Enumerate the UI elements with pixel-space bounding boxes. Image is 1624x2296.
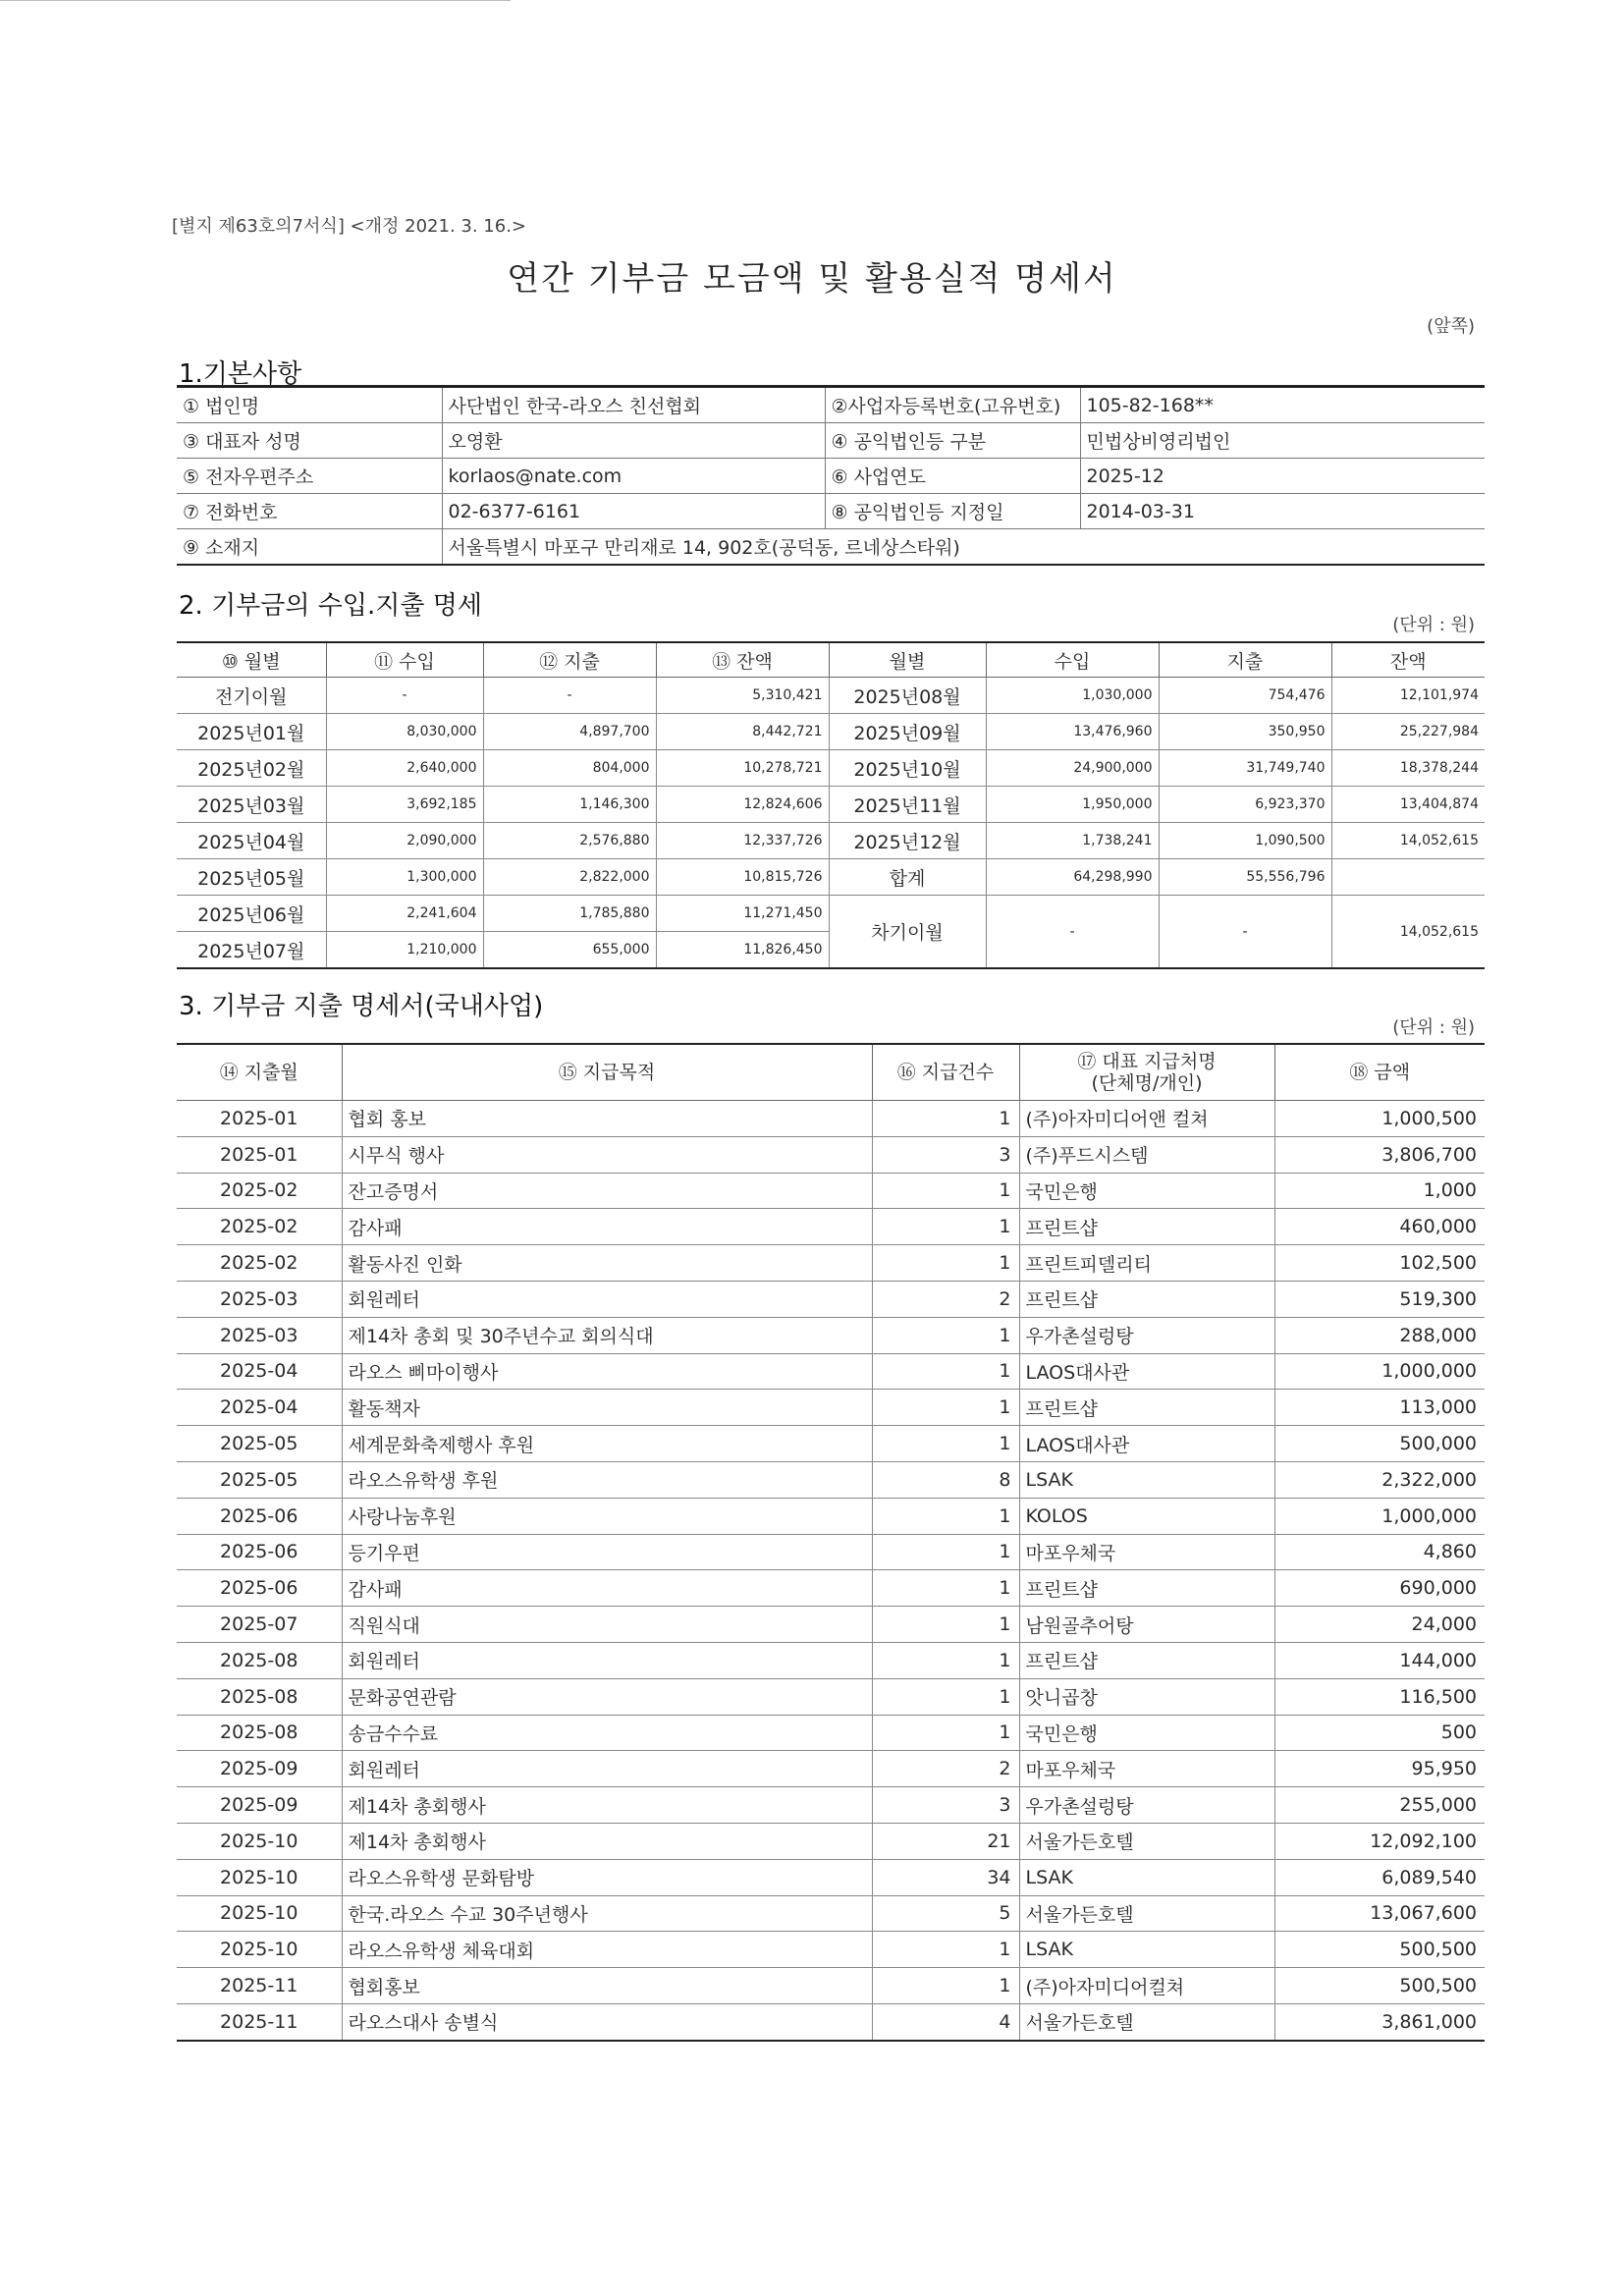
income-cell: 2,090,000 (326, 823, 483, 859)
expense-amount: 255,000 (1274, 1787, 1485, 1824)
month-cell: 2025년09월 (829, 714, 986, 750)
col-header-month: ⑭ 지출월 (177, 1044, 342, 1101)
table-row (177, 1859, 1485, 1895)
expense-count: 3 (872, 1136, 1019, 1173)
expense-cell: 804,000 (483, 750, 656, 787)
expense-payee: LSAK (1019, 1461, 1274, 1498)
expense-amount: 24,000 (1274, 1607, 1485, 1643)
section2-heading: 2. 기부금의 수입.지출 명세 (179, 591, 483, 621)
balance-cell: 11,271,450 (656, 896, 829, 932)
field-value: 105-82-168** (1080, 387, 1485, 423)
section3-unit: (단위 : 원) (1392, 1017, 1475, 1038)
expense-payee: LSAK (1019, 1932, 1274, 1968)
expense-payee: (주)아자미디어컬쳐 (1019, 1968, 1274, 2004)
income-cell: 1,950,000 (986, 787, 1159, 823)
expense-month: 2025-04 (177, 1353, 342, 1390)
month-cell: 2025년06월 (177, 896, 326, 932)
month-cell: 2025년11월 (829, 787, 986, 823)
expense-purpose: 협회홍보 (342, 1968, 872, 2004)
expense-purpose: 회원레터 (342, 1751, 872, 1787)
carry-income: - (986, 896, 1159, 969)
table-row (177, 1209, 1485, 1245)
expense-amount: 1,000,500 (1274, 1101, 1485, 1137)
month-cell: 2025년01월 (177, 714, 326, 750)
expense-count: 3 (872, 1787, 1019, 1824)
expense-month: 2025-06 (177, 1570, 342, 1607)
income-cell: 2,640,000 (326, 750, 483, 787)
expense-month: 2025-10 (177, 1895, 342, 1932)
expense-count: 1 (872, 1426, 1019, 1462)
month-cell: 2025년04월 (177, 823, 326, 859)
table-row (177, 1678, 1485, 1715)
expense-amount: 690,000 (1274, 1570, 1485, 1607)
basic-info-row (177, 459, 1485, 494)
table-row (177, 1245, 1485, 1282)
balance-cell: 11,826,450 (656, 932, 829, 969)
expense-payee: 우가촌설렁탕 (1019, 1787, 1274, 1824)
field-value: 2014-03-31 (1080, 494, 1485, 529)
expense-amount: 4,860 (1274, 1534, 1485, 1570)
income-cell: 64,298,990 (986, 859, 1159, 896)
expense-count: 1 (872, 1932, 1019, 1968)
expense-payee: 프린트피델리티 (1019, 1245, 1274, 1282)
income-cell: 1,030,000 (986, 678, 1159, 714)
table-row (177, 1607, 1485, 1643)
expense-payee: 서울가든호텔 (1019, 1895, 1274, 1932)
expense-payee: LSAK (1019, 1859, 1274, 1895)
col-header: 지출 (1159, 642, 1331, 678)
field-value: korlaos@nate.com (442, 459, 825, 494)
expense-count: 34 (872, 1859, 1019, 1895)
field-label: ⑧ 공익법인등 지정일 (825, 494, 1080, 529)
expense-amount: 116,500 (1274, 1678, 1485, 1715)
expense-amount: 95,950 (1274, 1751, 1485, 1787)
col-header: ⑩ 월별 (177, 642, 326, 678)
col-header: 월별 (829, 642, 986, 678)
expense-payee: 서울가든호텔 (1019, 1823, 1274, 1859)
expense-month: 2025-07 (177, 1607, 342, 1643)
expense-month: 2025-10 (177, 1859, 342, 1895)
expense-month: 2025-02 (177, 1209, 342, 1245)
expense-cell: 1,090,500 (1159, 823, 1331, 859)
balance-cell: 12,824,606 (656, 787, 829, 823)
expense-cell: 1,785,880 (483, 896, 656, 932)
month-cell: 전기이월 (177, 678, 326, 714)
expense-amount: 2,322,000 (1274, 1461, 1485, 1498)
expense-month: 2025-04 (177, 1390, 342, 1426)
table-row (177, 896, 1485, 932)
expense-payee: 프린트샵 (1019, 1281, 1274, 1317)
expense-purpose: 라오스유학생 후원 (342, 1461, 872, 1498)
section2-unit: (단위 : 원) (1392, 615, 1475, 635)
table-row (177, 1751, 1485, 1787)
carry-balance: 14,052,615 (1331, 896, 1485, 969)
expense-amount: 13,067,600 (1274, 1895, 1485, 1932)
expense-purpose: 잔고증명서 (342, 1173, 872, 1209)
field-value: 02-6377-6161 (442, 494, 825, 529)
expense-count: 1 (872, 1498, 1019, 1534)
expense-payee: 서울가든호텔 (1019, 2003, 1274, 2040)
expense-payee: (주)아자미디어앤 컬쳐 (1019, 1101, 1274, 1137)
expense-month: 2025-09 (177, 1787, 342, 1824)
col-header: ⑫ 지출 (483, 642, 656, 678)
expense-purpose: 송금수수료 (342, 1715, 872, 1751)
expense-amount: 12,092,100 (1274, 1823, 1485, 1859)
table-row (177, 750, 1485, 787)
table-row (177, 1787, 1485, 1824)
expense-amount: 500,500 (1274, 1932, 1485, 1968)
expense-month: 2025-11 (177, 2003, 342, 2040)
expense-payee: KOLOS (1019, 1498, 1274, 1534)
section1-heading: 1.기본사항 (179, 359, 302, 389)
table-row (177, 1136, 1485, 1173)
income-cell: 24,900,000 (986, 750, 1159, 787)
balance-cell (1331, 859, 1485, 896)
col-header: 잔액 (1331, 642, 1485, 678)
expense-count: 1 (872, 1534, 1019, 1570)
balance-cell: 12,101,974 (1331, 678, 1485, 714)
expense-amount: 6,089,540 (1274, 1859, 1485, 1895)
balance-cell: 5,310,421 (656, 678, 829, 714)
table-row (177, 1534, 1485, 1570)
balance-cell: 8,442,721 (656, 714, 829, 750)
expense-payee: 남원골추어탕 (1019, 1607, 1274, 1643)
expense-cell: 55,556,796 (1159, 859, 1331, 896)
expense-amount: 3,861,000 (1274, 2003, 1485, 2040)
expense-payee: 마포우체국 (1019, 1751, 1274, 1787)
col-header-count: ⑯ 지급건수 (872, 1044, 1019, 1101)
expense-purpose: 회원레터 (342, 1642, 872, 1678)
table-row (177, 1570, 1485, 1607)
field-label: ⑦ 전화번호 (177, 494, 442, 529)
expense-cell: 4,897,700 (483, 714, 656, 750)
table-row (177, 1426, 1485, 1462)
col-header-payee-line2: (단체명/개인) (1091, 1072, 1203, 1094)
col-header: ⑪ 수입 (326, 642, 483, 678)
expense-month: 2025-06 (177, 1498, 342, 1534)
table-row (177, 1498, 1485, 1534)
expense-payee: 앗니곱창 (1019, 1678, 1274, 1715)
expense-purpose: 한국.라오스 수교 30주년행사 (342, 1895, 872, 1932)
table-row (177, 1461, 1485, 1498)
expense-count: 1 (872, 1317, 1019, 1353)
expense-count: 1 (872, 1390, 1019, 1426)
expense-month: 2025-03 (177, 1281, 342, 1317)
expense-count: 1 (872, 1642, 1019, 1678)
expense-cell: 350,950 (1159, 714, 1331, 750)
expense-purpose: 감사패 (342, 1570, 872, 1607)
expense-payee: LAOS대사관 (1019, 1426, 1274, 1462)
expense-purpose: 등기우편 (342, 1534, 872, 1570)
expense-payee: 마포우체국 (1019, 1534, 1274, 1570)
expense-amount: 102,500 (1274, 1245, 1485, 1282)
expense-cell: 2,822,000 (483, 859, 656, 896)
expense-amount: 1,000 (1274, 1173, 1485, 1209)
expense-payee: 프린트샵 (1019, 1390, 1274, 1426)
field-label: ③ 대표자 성명 (177, 423, 442, 459)
basic-info-row (177, 423, 1485, 459)
expense-month: 2025-10 (177, 1823, 342, 1859)
expense-cell: 6,923,370 (1159, 787, 1331, 823)
table-row (177, 1968, 1485, 2004)
expense-count: 1 (872, 1607, 1019, 1643)
balance-cell: 12,337,726 (656, 823, 829, 859)
expense-amount: 500,500 (1274, 1968, 1485, 2004)
expense-cell: 2,576,880 (483, 823, 656, 859)
expense-cell: 655,000 (483, 932, 656, 969)
basic-info-row (177, 494, 1485, 529)
expense-amount: 288,000 (1274, 1317, 1485, 1353)
balance-cell: 10,815,726 (656, 859, 829, 896)
expense-month: 2025-05 (177, 1461, 342, 1498)
expense-payee: 프린트샵 (1019, 1570, 1274, 1607)
expense-purpose: 제14차 총회행사 (342, 1787, 872, 1824)
expense-purpose: 협회 홍보 (342, 1101, 872, 1137)
expense-count: 1 (872, 1570, 1019, 1607)
document-title: 연간 기부금 모금액 및 활용실적 명세서 (507, 259, 1117, 299)
field-value: 오영환 (442, 423, 825, 459)
expense-count: 1 (872, 1678, 1019, 1715)
income-cell: - (326, 678, 483, 714)
income-cell: 1,300,000 (326, 859, 483, 896)
expense-month: 2025-01 (177, 1136, 342, 1173)
expense-payee: 프린트샵 (1019, 1642, 1274, 1678)
month-cell: 합계 (829, 859, 986, 896)
table-row (177, 859, 1485, 896)
expense-amount: 1,000,000 (1274, 1498, 1485, 1534)
balance-cell: 18,378,244 (1331, 750, 1485, 787)
col-header: 수입 (986, 642, 1159, 678)
expense-count: 21 (872, 1823, 1019, 1859)
expense-count: 1 (872, 1173, 1019, 1209)
income-cell: 2,241,604 (326, 896, 483, 932)
col-header-purpose: ⑮ 지급목적 (342, 1044, 872, 1101)
table-row (177, 1642, 1485, 1678)
income-cell: 1,738,241 (986, 823, 1159, 859)
expense-count: 1 (872, 1353, 1019, 1390)
expense-count: 1 (872, 1968, 1019, 2004)
section3-heading: 3. 기부금 지출 명세서(국내사업) (179, 992, 544, 1021)
expense-purpose: 라오스대사 송별식 (342, 2003, 872, 2040)
month-cell: 2025년03월 (177, 787, 326, 823)
balance-cell: 25,227,984 (1331, 714, 1485, 750)
expense-payee: (주)푸드시스템 (1019, 1136, 1274, 1173)
table-row (177, 1715, 1485, 1751)
table-row (177, 787, 1485, 823)
expense-month: 2025-01 (177, 1101, 342, 1137)
expense-month: 2025-02 (177, 1245, 342, 1282)
address-value: 서울특별시 마포구 만리재로 14, 902호(공덕동, 르네상스타워) (442, 529, 1485, 566)
month-cell: 2025년10월 (829, 750, 986, 787)
basic-info-row (177, 387, 1485, 423)
income-cell: 13,476,960 (986, 714, 1159, 750)
expense-purpose: 제14차 총회행사 (342, 1823, 872, 1859)
income-cell: 8,030,000 (326, 714, 483, 750)
table-row (177, 1281, 1485, 1317)
expense-purpose: 사랑나눔후원 (342, 1498, 872, 1534)
expense-purpose: 라오스유학생 문화탐방 (342, 1859, 872, 1895)
expense-amount: 500 (1274, 1715, 1485, 1751)
table-row (177, 1823, 1485, 1859)
field-value: 2025-12 (1080, 459, 1485, 494)
field-label: ⑥ 사업연도 (825, 459, 1080, 494)
table-row (177, 1932, 1485, 1968)
table-row (177, 2003, 1485, 2040)
expense-count: 2 (872, 1281, 1019, 1317)
expense-purpose: 활동책자 (342, 1390, 872, 1426)
form-number: [별지 제63호의7서식] <개정 2021. 3. 16.> (172, 216, 526, 237)
expense-count: 1 (872, 1715, 1019, 1751)
expense-amount: 3,806,700 (1274, 1136, 1485, 1173)
col-header-payee (1019, 1044, 1274, 1101)
income-cell: 1,210,000 (326, 932, 483, 969)
expense-amount: 519,300 (1274, 1281, 1485, 1317)
expense-payee: 우가촌설렁탕 (1019, 1317, 1274, 1353)
expense-purpose: 제14차 총회 및 30주년수교 회의식대 (342, 1317, 872, 1353)
expense-cell: 1,146,300 (483, 787, 656, 823)
expense-amount: 1,000,000 (1274, 1353, 1485, 1390)
table-row (177, 1390, 1485, 1426)
expense-purpose: 문화공연관람 (342, 1678, 872, 1715)
expense-count: 1 (872, 1245, 1019, 1282)
table-row (177, 1895, 1485, 1932)
expense-purpose: 직원식대 (342, 1607, 872, 1643)
expense-count: 1 (872, 1209, 1019, 1245)
expense-purpose: 시무식 행사 (342, 1136, 872, 1173)
basic-info-table (177, 385, 1485, 566)
expense-purpose: 라오스 삐마이행사 (342, 1353, 872, 1390)
expense-month: 2025-08 (177, 1678, 342, 1715)
expense-payee: 국민은행 (1019, 1173, 1274, 1209)
table-row (177, 1101, 1485, 1137)
table-row (177, 1173, 1485, 1209)
month-cell: 2025년08월 (829, 678, 986, 714)
col-header-payee-line1: ⑰ 대표 지급처명 (1077, 1051, 1217, 1072)
month-cell: 2025년02월 (177, 750, 326, 787)
carry-expense: - (1159, 896, 1331, 969)
table-row (177, 1353, 1485, 1390)
expense-amount: 144,000 (1274, 1642, 1485, 1678)
expense-count: 2 (872, 1751, 1019, 1787)
expense-month: 2025-10 (177, 1932, 342, 1968)
expense-payee: LAOS대사관 (1019, 1353, 1274, 1390)
expenditure-table (177, 1043, 1485, 2042)
expense-purpose: 세계문화축제행사 후원 (342, 1426, 872, 1462)
table-row (177, 678, 1485, 714)
balance-cell: 10,278,721 (656, 750, 829, 787)
field-value: 민법상비영리법인 (1080, 423, 1485, 459)
expense-month: 2025-02 (177, 1173, 342, 1209)
balance-cell: 14,052,615 (1331, 823, 1485, 859)
expense-amount: 113,000 (1274, 1390, 1485, 1426)
field-label: ④ 공익법인등 구분 (825, 423, 1080, 459)
expense-count: 4 (872, 2003, 1019, 2040)
carry-forward-label: 차기이월 (829, 896, 986, 969)
expense-cell: 754,476 (1159, 678, 1331, 714)
front-side-label: (앞쪽) (1427, 316, 1475, 337)
expense-month: 2025-05 (177, 1426, 342, 1462)
address-label: ⑨ 소재지 (177, 529, 442, 566)
expense-amount: 460,000 (1274, 1209, 1485, 1245)
basic-info-row (177, 529, 1485, 566)
expense-count: 1 (872, 1101, 1019, 1137)
expense-month: 2025-06 (177, 1534, 342, 1570)
balance-cell: 13,404,874 (1331, 787, 1485, 823)
expense-payee: 국민은행 (1019, 1715, 1274, 1751)
expense-purpose: 회원레터 (342, 1281, 872, 1317)
table-row (177, 1317, 1485, 1353)
expense-cell: 31,749,740 (1159, 750, 1331, 787)
expense-month: 2025-08 (177, 1715, 342, 1751)
expense-month: 2025-03 (177, 1317, 342, 1353)
field-label: ① 법인명 (177, 387, 442, 423)
income-cell: 3,692,185 (326, 787, 483, 823)
top-rule (0, 0, 511, 1)
expense-month: 2025-09 (177, 1751, 342, 1787)
month-cell: 2025년05월 (177, 859, 326, 896)
expense-cell: - (483, 678, 656, 714)
month-cell: 2025년07월 (177, 932, 326, 969)
expense-purpose: 감사패 (342, 1209, 872, 1245)
table-row (177, 823, 1485, 859)
expense-count: 5 (872, 1895, 1019, 1932)
expense-count: 8 (872, 1461, 1019, 1498)
expense-payee: 프린트샵 (1019, 1209, 1274, 1245)
income-expense-table (177, 641, 1485, 969)
expense-month: 2025-11 (177, 1968, 342, 2004)
field-label: ②사업자등록번호(고유번호) (825, 387, 1080, 423)
expense-month: 2025-08 (177, 1642, 342, 1678)
field-label: ⑤ 전자우편주소 (177, 459, 442, 494)
field-value: 사단법인 한국-라오스 친선협회 (442, 387, 825, 423)
table-row (177, 714, 1485, 750)
expense-amount: 500,000 (1274, 1426, 1485, 1462)
col-header-amount: ⑱ 금액 (1274, 1044, 1485, 1101)
expense-purpose: 활동사진 인화 (342, 1245, 872, 1282)
expense-purpose: 라오스유학생 체육대회 (342, 1932, 872, 1968)
col-header: ⑬ 잔액 (656, 642, 829, 678)
month-cell: 2025년12월 (829, 823, 986, 859)
